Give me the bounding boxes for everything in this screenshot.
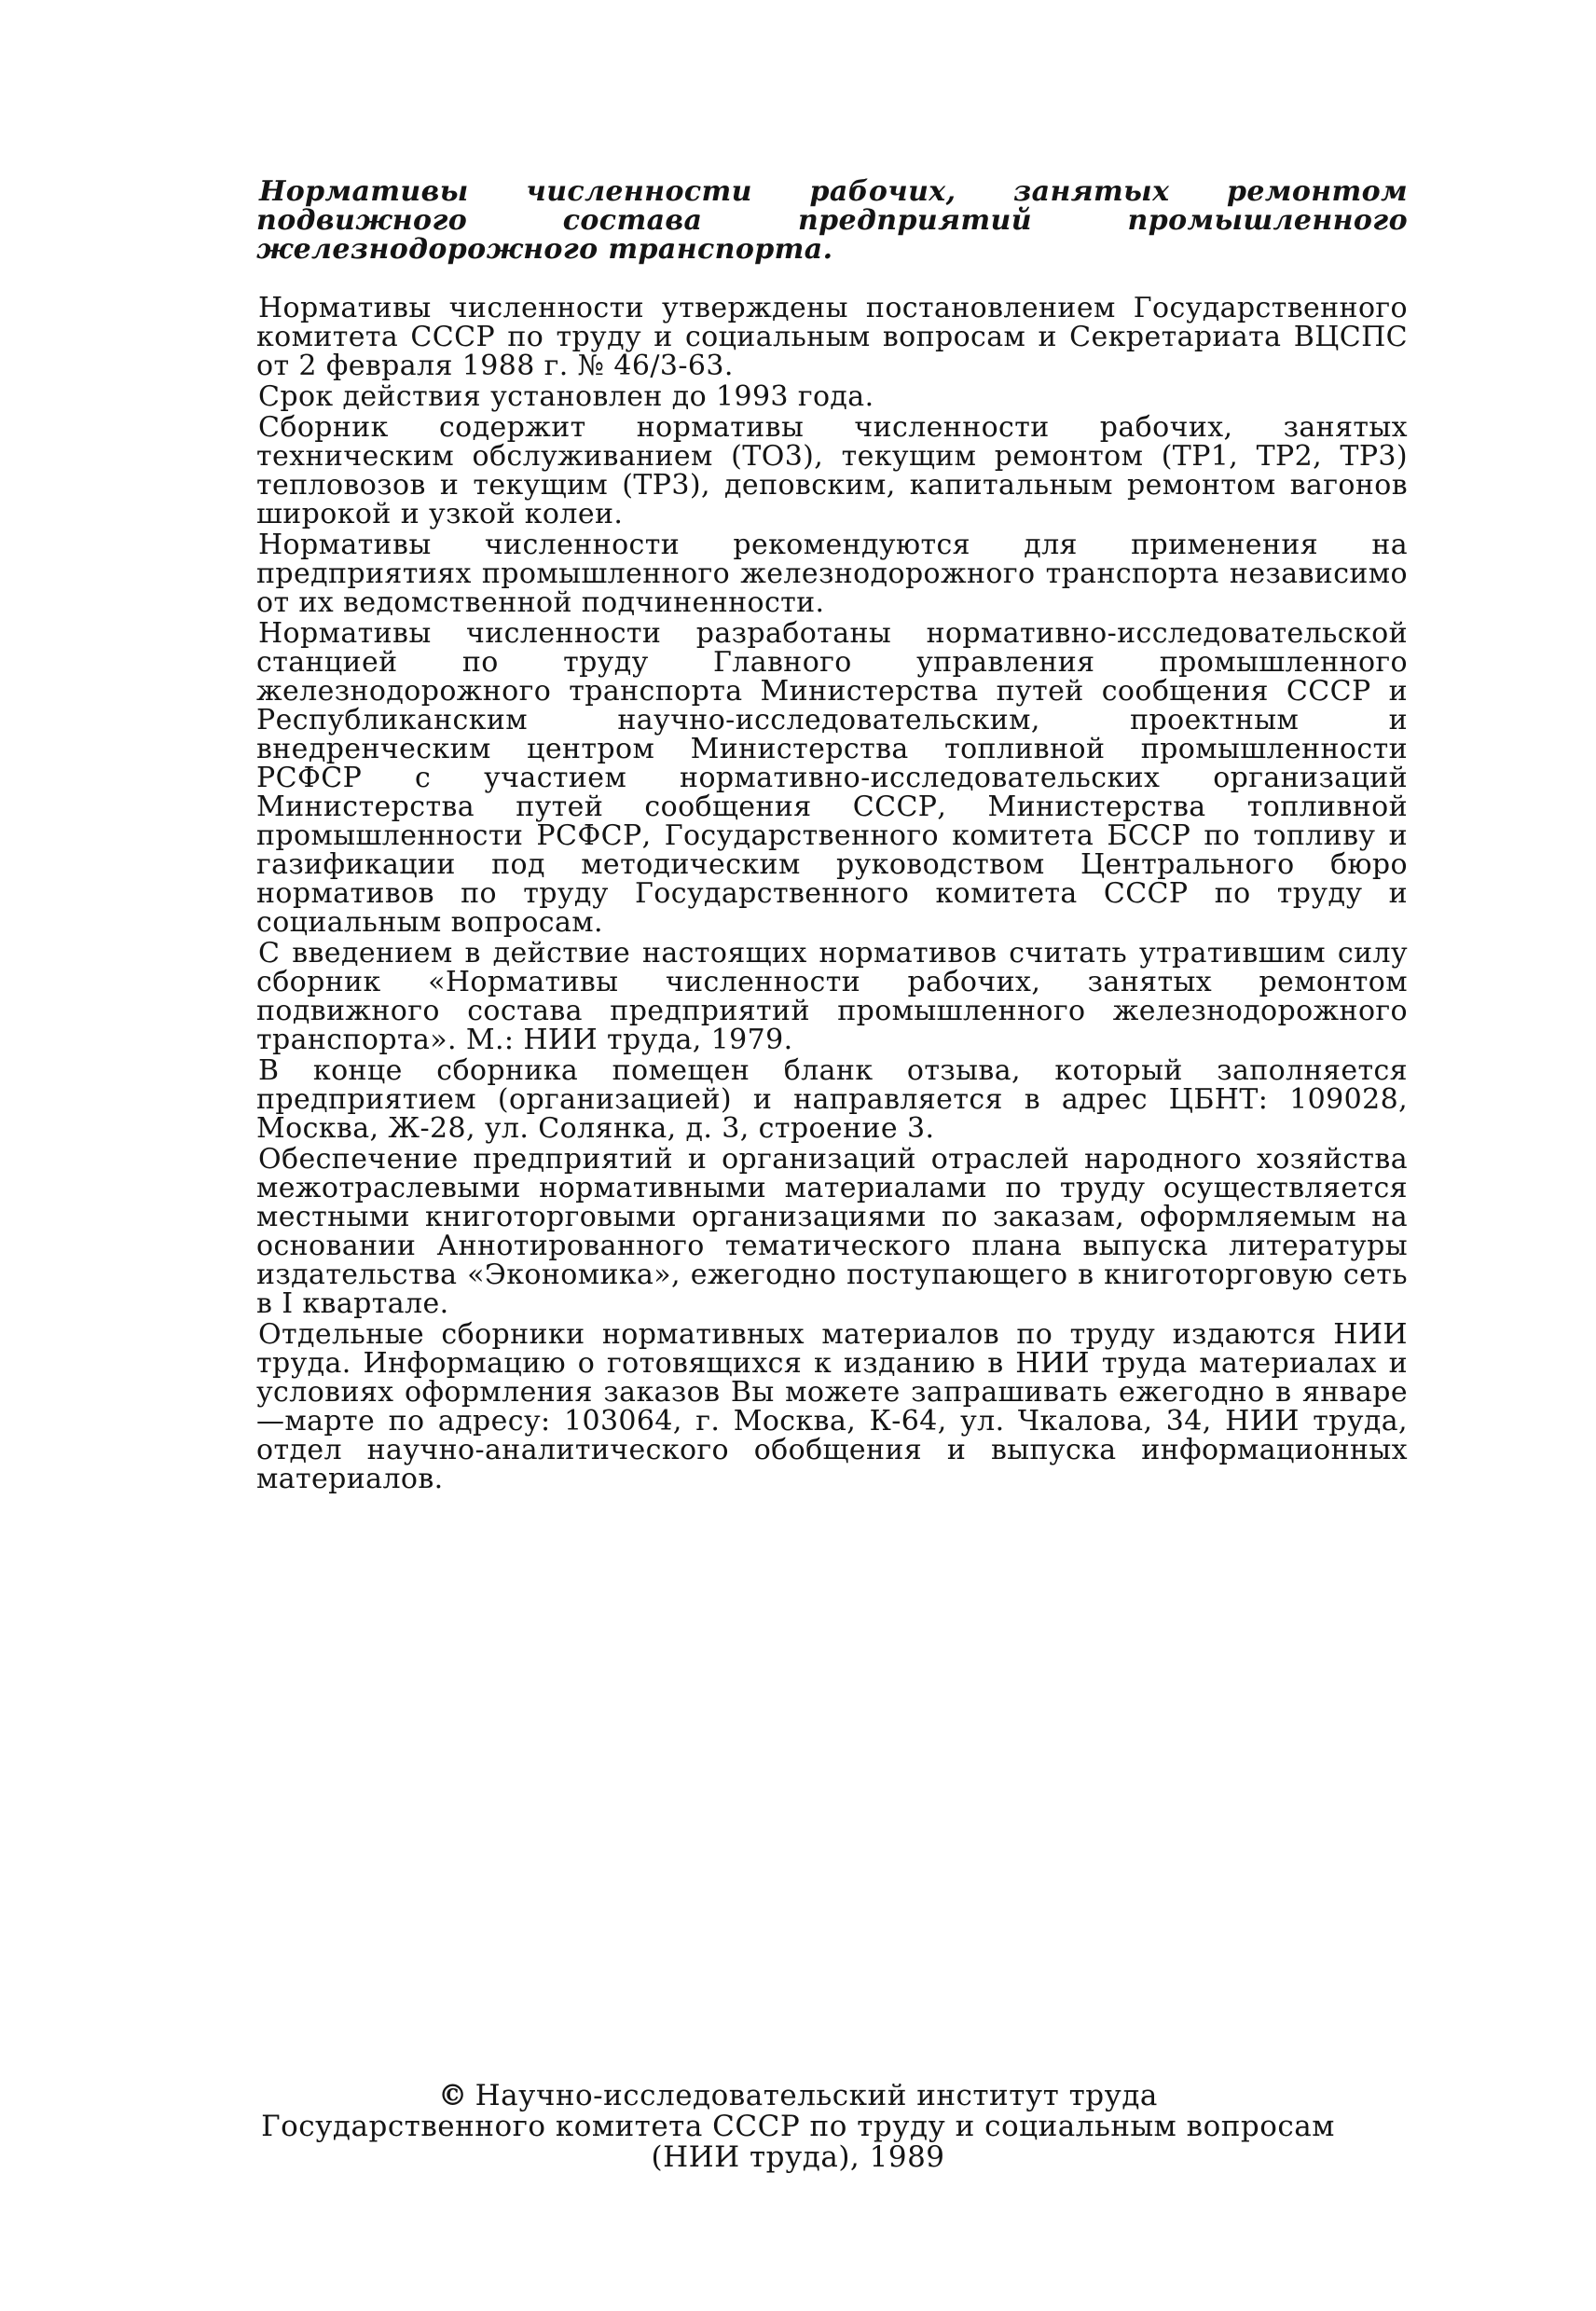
footer-line-year: (НИИ труда), 1989 [651, 2140, 945, 2174]
paragraph-distribution: Обеспечение предприятий и организаций отраслей народного хозяйства межотраслевыми нормативными материалами по труду осуществляется местными книготорговыми организациями по заказам, оформляемым на основании Аннотированного тематического плана выпуска литературы издательства «Экономика», ежегодно поступающего в книготорговую сеть в I квартале. [256, 1143, 1408, 1320]
paragraph-developers: Нормативы численности разработаны нормативно-исследовательской станцией по труду Главного управления промышленного железнодорожного транспорта Министерства путей сообщения СССР и Республиканским научно-исследовательским, проектным и внедренческим центром Министерства топливной промышленности РСФСР с участием нормативно-исследовательских организаций Министерства путей сообщения СССР, Министерства топливной промышленности РСФСР, Государственного комитета БССР по топливу и газификации под методическим руководством Центрального бюро нормативов по труду Государственного комитета СССР по труду и социальным вопросам. [256, 617, 1408, 939]
paragraph-validity: Срок действия установлен до 1993 года. [258, 380, 874, 413]
paragraph-ordering-info: Отдельные сборники нормативных материалов по труду издаются НИИ труда. Информацию о готовящихся к изданию в НИИ труда материалах и условиях оформления заказов Вы можете запрашивать ежегодно в январе—марте по адресу: 103064, г. Москва, К-64, ул. Чкалова, 34, НИИ труда, отдел научно-аналитического обобщения и выпуска информационных материалов. [256, 1318, 1408, 1495]
footer-line-committee: Государственного комитета СССР по труду и социальным вопросам [261, 2110, 1335, 2143]
paragraph-contents: Сборник содержит нормативы численности рабочих, занятых техническим обслуживанием (ТО3), текущим ремонтом (ТР1, ТР2, ТР3) тепловозов и текущим (ТР3), деповским, капитальным ремонтом вагонов широкой и узкой колеи. [256, 411, 1408, 530]
paragraph-approval: Нормативы численности утверждены постановлением Государственного комитета СССР по труду и социальным вопросам и Секретариата ВЦСПС от 2 февраля 1988 г. № 46/3-63. [256, 292, 1408, 382]
document-body [256, 177, 1408, 1495]
copyright-footer [168, 2081, 1428, 2173]
paragraph-superseded: С введением в действие настоящих нормативов считать утратившим силу сборник «Нормативы численности рабочих, занятых ремонтом подвижного состава предприятий промышленного железнодорожного транспорта». М.: НИИ труда, 1979. [256, 937, 1408, 1056]
footer-line-institute [168, 2081, 1428, 2112]
paragraph-feedback-form: В конце сборника помещен бланк отзыва, который заполняется предприятием (организацией) и направляется в адрес ЦБНТ: 109028, Москва, Ж-28, ул. Солянка, д. 3, строение 3. [256, 1054, 1408, 1145]
paragraph-recommendation: Нормативы численности рекомендуются для применения на предприятиях промышленного железнодорожного транспорта независимо от их ведомственной подчиненности. [256, 529, 1408, 619]
document-heading: Нормативы численности рабочих, занятых ремонтом подвижного состава предприятий промышленного железнодорожного транспорта. [256, 175, 1408, 266]
footer-institute-name: Научно-исследовательский институт труда [475, 2079, 1158, 2112]
copyright-icon: © [438, 2079, 468, 2112]
